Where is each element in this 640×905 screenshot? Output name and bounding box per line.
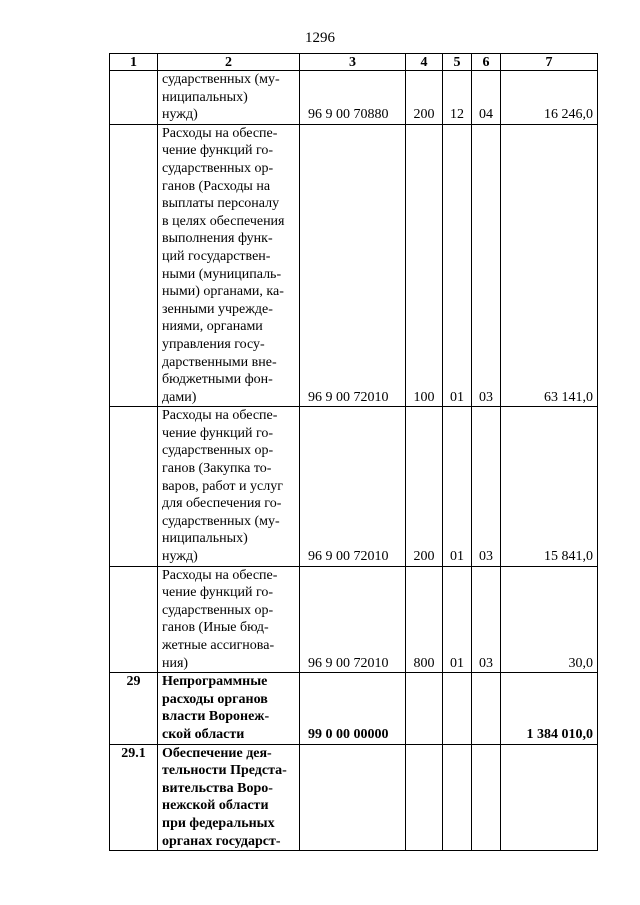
row-amount-cell: 15 841,0 xyxy=(501,407,598,566)
table-row xyxy=(110,124,598,407)
header-cell-2: 2 xyxy=(158,54,300,71)
row-name-cell: Расходы на обеспе- чение функций го- сударственных ор- ганов (Иные бюд- жетные ассигнова- ния) xyxy=(158,566,300,673)
row-subsection-cell: 03 xyxy=(472,124,501,407)
row-subsection-cell: 03 xyxy=(472,407,501,566)
header-cell-6: 6 xyxy=(472,54,501,71)
row-expense-type-cell xyxy=(406,744,443,851)
row-number-cell: 29 xyxy=(110,673,158,744)
row-number-cell xyxy=(110,71,158,125)
row-amount-cell: 63 141,0 xyxy=(501,124,598,407)
budget-table xyxy=(109,53,598,851)
row-subsection-cell xyxy=(472,673,501,744)
row-amount-cell: 30,0 xyxy=(501,566,598,673)
row-name-cell: Расходы на обеспе- чение функций го- сударственных ор- ганов (Расходы на выплаты персоналу в целях обеспечения выполнения функ- ций государствен- ными (муниципаль- ными) органами, ка- зенными учрежде- ниями, органами управления госу- дарственными вне- бюджетными фон- дами) xyxy=(158,124,300,407)
header-cell-5: 5 xyxy=(443,54,472,71)
row-expense-type-cell: 100 xyxy=(406,124,443,407)
row-code-cell: 96 9 00 72010 xyxy=(300,566,406,673)
row-code-cell: 96 9 00 72010 xyxy=(300,407,406,566)
row-name-cell: Непрограммные расходы органов власти Воронеж- ской области xyxy=(158,673,300,744)
row-code-cell: 96 9 00 70880 xyxy=(300,71,406,125)
row-subsection-cell xyxy=(472,744,501,851)
row-code-cell xyxy=(300,744,406,851)
header-cell-7: 7 xyxy=(501,54,598,71)
row-code-cell: 96 9 00 72010 xyxy=(300,124,406,407)
row-section-cell xyxy=(443,744,472,851)
table-header-row xyxy=(110,54,598,71)
table-row xyxy=(110,673,598,744)
row-code-cell: 99 0 00 00000 xyxy=(300,673,406,744)
row-number-cell: 29.1 xyxy=(110,744,158,851)
row-section-cell: 01 xyxy=(443,407,472,566)
row-section-cell xyxy=(443,673,472,744)
row-amount-cell: 16 246,0 xyxy=(501,71,598,125)
header-cell-1: 1 xyxy=(110,54,158,71)
row-expense-type-cell xyxy=(406,673,443,744)
table-row xyxy=(110,407,598,566)
row-section-cell: 01 xyxy=(443,566,472,673)
row-name-cell: Расходы на обеспе- чение функций го- сударственных ор- ганов (Закупка то- варов, работ и услуг для обеспечения го- сударственных (му- ниципальных) нужд) xyxy=(158,407,300,566)
row-subsection-cell: 03 xyxy=(472,566,501,673)
row-expense-type-cell: 200 xyxy=(406,407,443,566)
header-cell-3: 3 xyxy=(300,54,406,71)
row-number-cell xyxy=(110,124,158,407)
table-row xyxy=(110,744,598,851)
row-expense-type-cell: 800 xyxy=(406,566,443,673)
row-amount-cell: 1 384 010,0 xyxy=(501,673,598,744)
row-amount-cell xyxy=(501,744,598,851)
row-name-cell: сударственных (му- ниципальных) нужд) xyxy=(158,71,300,125)
table-row xyxy=(110,71,598,125)
row-number-cell xyxy=(110,407,158,566)
row-subsection-cell: 04 xyxy=(472,71,501,125)
table-row xyxy=(110,566,598,673)
row-section-cell: 01 xyxy=(443,124,472,407)
row-name-cell: Обеспечение дея- тельности Предста- вительства Воро- нежской области при федеральных органах государст- xyxy=(158,744,300,851)
row-expense-type-cell: 200 xyxy=(406,71,443,125)
row-number-cell xyxy=(110,566,158,673)
page-number: 1296 xyxy=(305,30,335,46)
header-cell-4: 4 xyxy=(406,54,443,71)
row-section-cell: 12 xyxy=(443,71,472,125)
